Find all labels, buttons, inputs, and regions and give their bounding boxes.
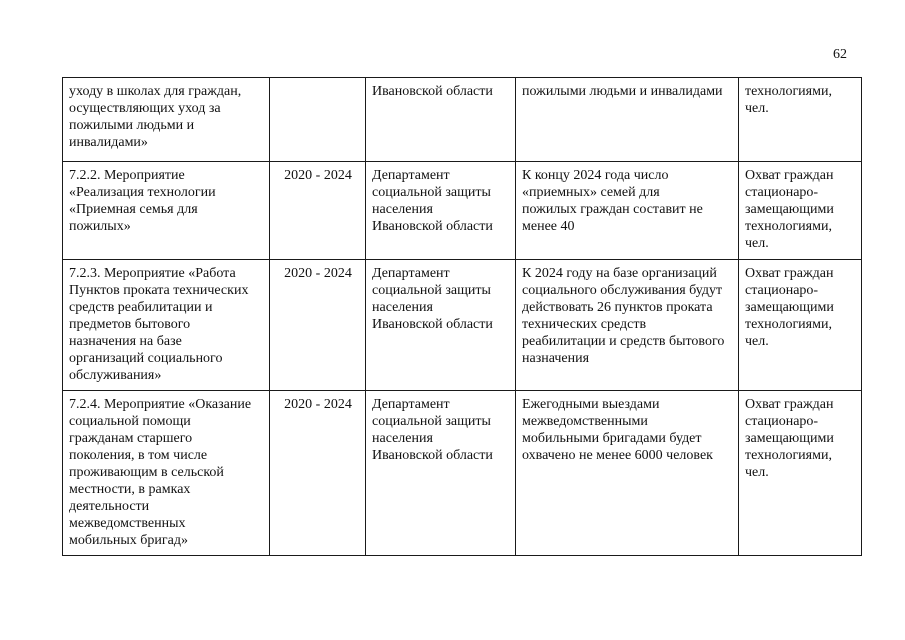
table-row (63, 78, 862, 162)
measure-cell: 7.2.4. Мероприятие «Оказание социальной помощи гражданам старшего поколения, в том числе проживающим в сельской местности, в рамках деятельности межведомственных мобильных бригад» (63, 391, 270, 556)
measure-cell: 7.2.2. Мероприятие «Реализация технологии «Приемная семья для пожилых» (63, 162, 270, 260)
table-row (63, 391, 862, 556)
table-row (63, 162, 862, 260)
executor-cell: Департамент социальной защиты населения Ивановской области (366, 162, 516, 260)
table-row (63, 260, 862, 391)
executor-cell: Ивановской области (366, 78, 516, 162)
measure-cell: 7.2.3. Мероприятие «Работа Пунктов проката технических средств реабилитации и предметов бытового назначения на базе организаций социального обслуживания» (63, 260, 270, 391)
measure-cell: уходу в школах для граждан, осуществляющих уход за пожилыми людьми и инвалидами» (63, 78, 270, 162)
executor-cell: Департамент социальной защиты населения Ивановской области (366, 391, 516, 556)
indicator-cell: Охват граждан стационаро- замещающими технологиями, чел. (739, 162, 862, 260)
indicator-cell: технологиями, чел. (739, 78, 862, 162)
period-cell: 2020 - 2024 (270, 260, 366, 391)
page-number: 62 (833, 47, 847, 62)
result-cell: Ежегодными выездами межведомственными мобильными бригадами будет охвачено не менее 6000 человек (516, 391, 739, 556)
measures-table (62, 77, 862, 556)
period-cell: 2020 - 2024 (270, 391, 366, 556)
period-cell (270, 78, 366, 162)
indicator-cell: Охват граждан стационаро- замещающими технологиями, чел. (739, 260, 862, 391)
result-cell: К 2024 году на базе организаций социального обслуживания будут действовать 26 пунктов проката технических средств реабилитации и средств бытового назначения (516, 260, 739, 391)
period-cell: 2020 - 2024 (270, 162, 366, 260)
result-cell: пожилыми людьми и инвалидами (516, 78, 739, 162)
result-cell: К концу 2024 года число «приемных» семей для пожилых граждан составит не менее 40 (516, 162, 739, 260)
executor-cell: Департамент социальной защиты населения Ивановской области (366, 260, 516, 391)
indicator-cell: Охват граждан стационаро- замещающими технологиями, чел. (739, 391, 862, 556)
